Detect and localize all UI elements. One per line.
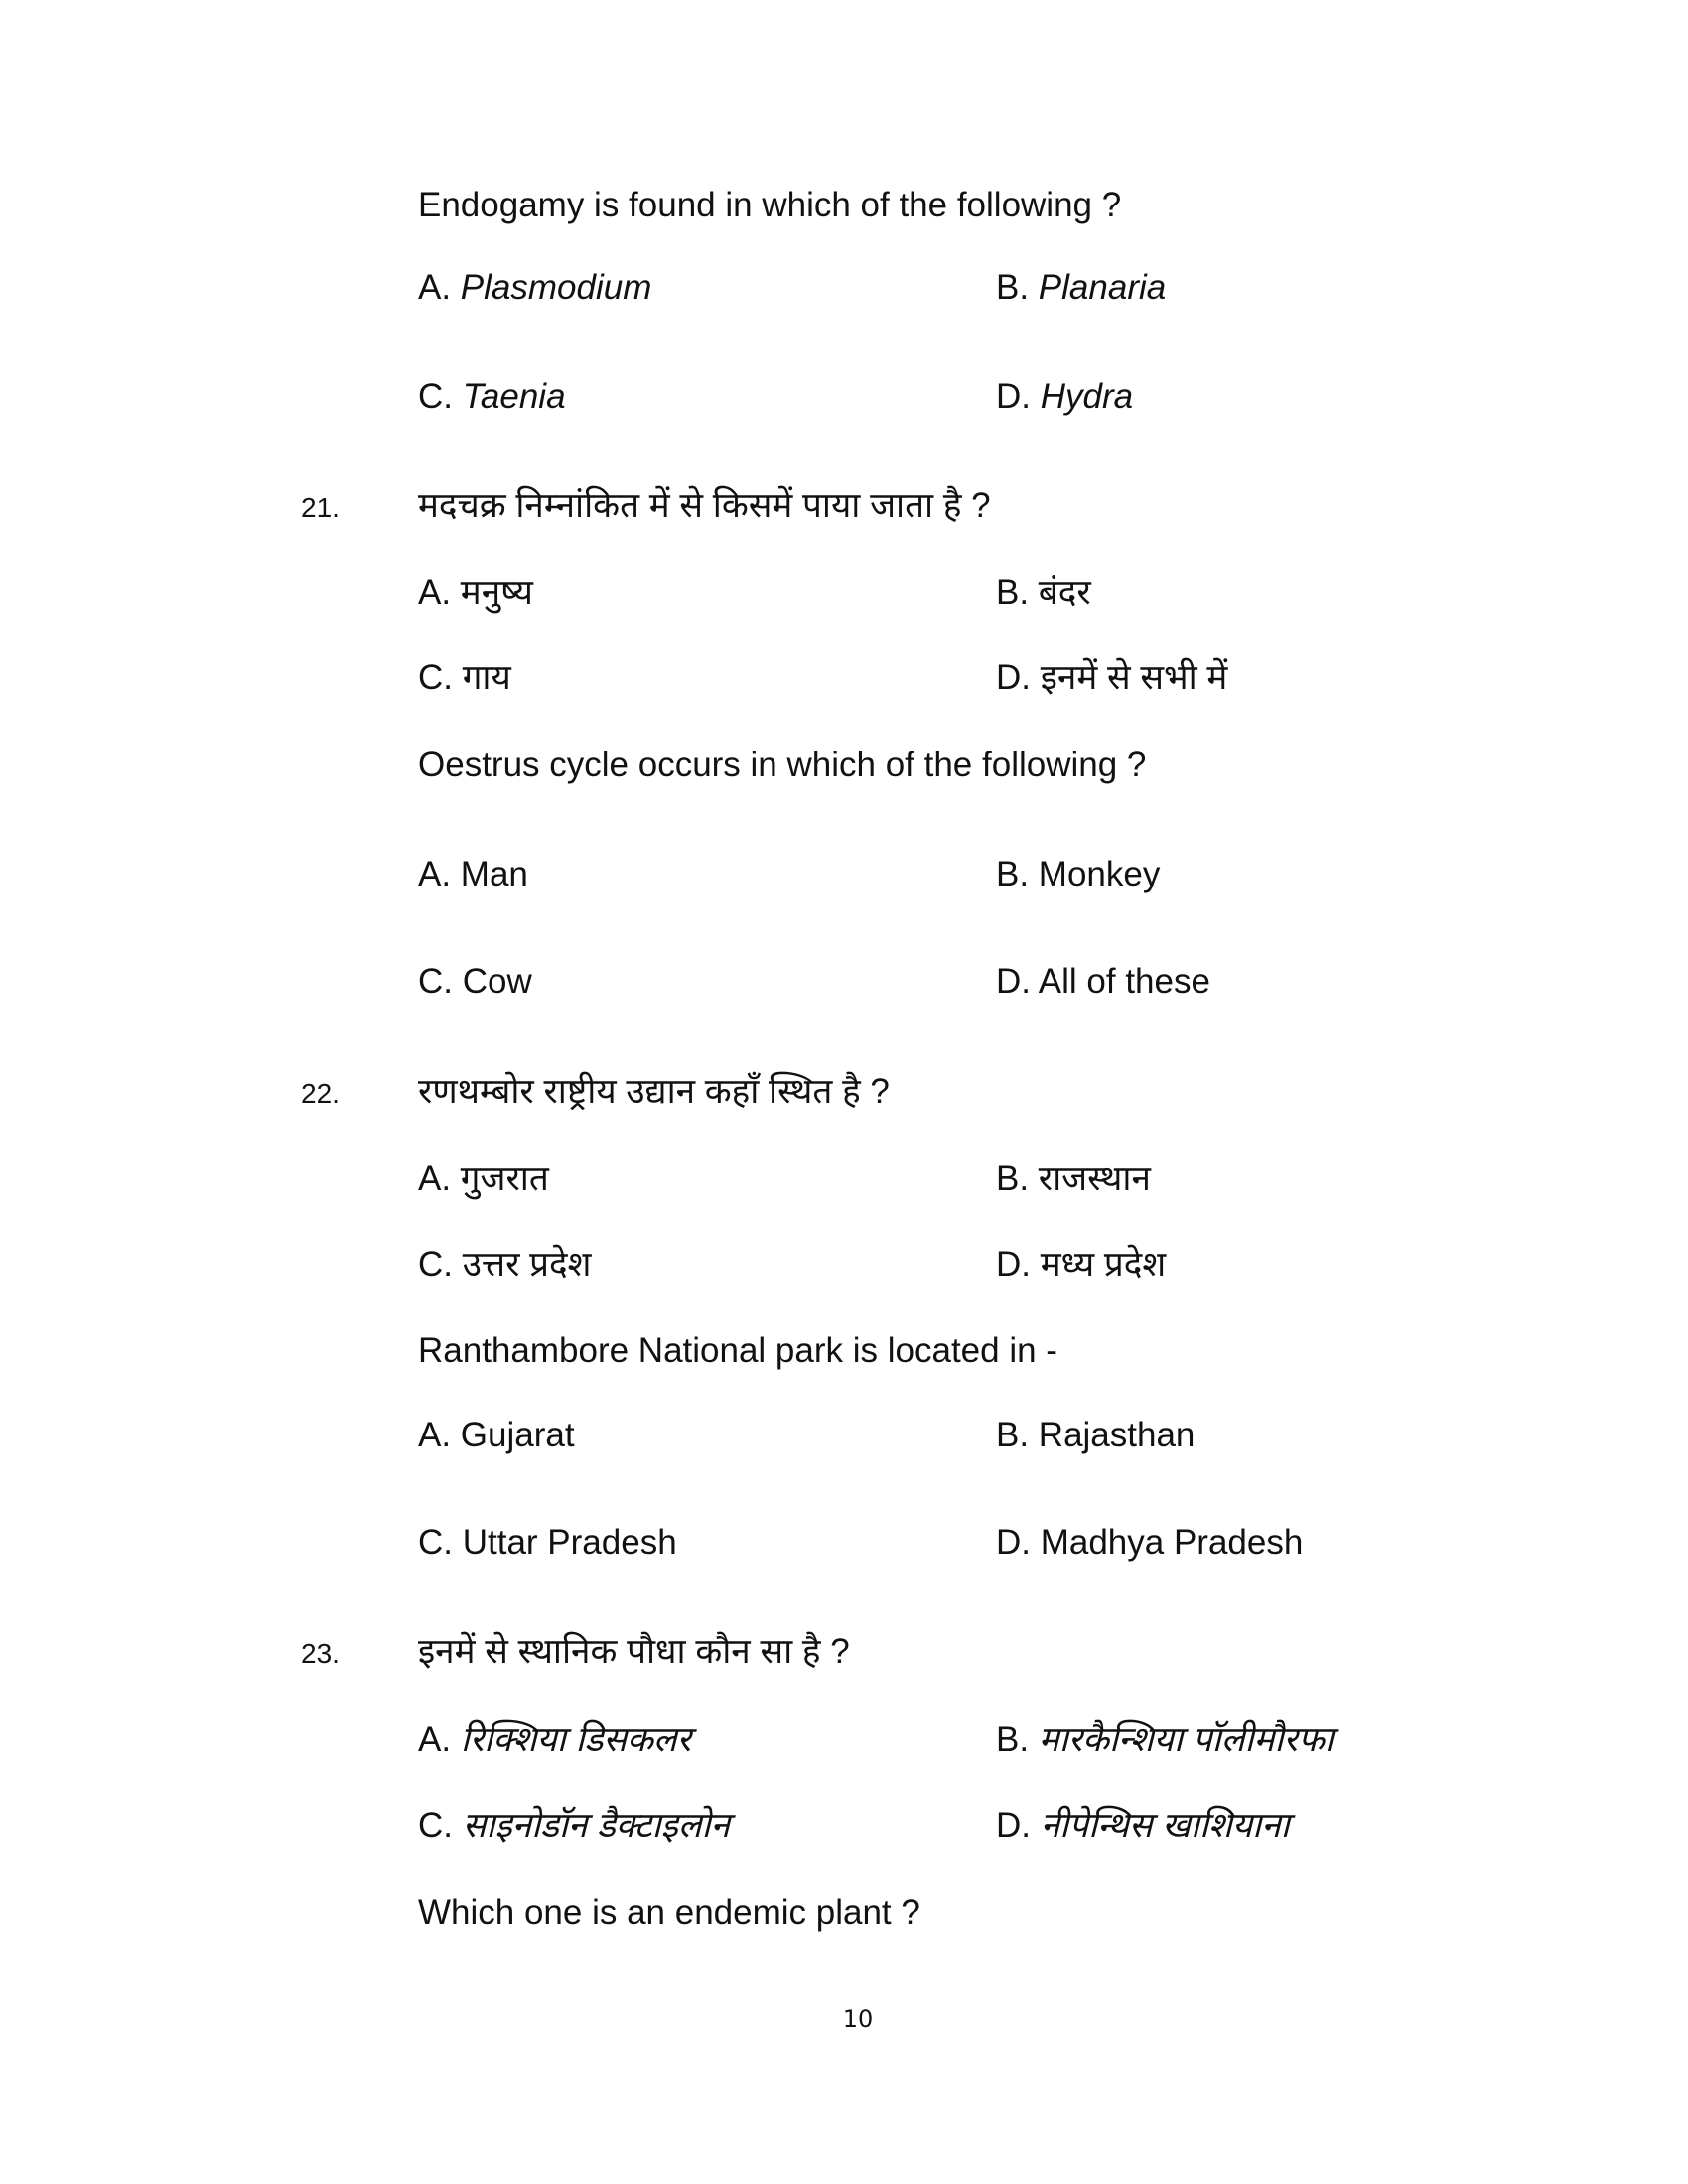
option-text: Plasmodium [460,268,652,307]
option-c-hi [418,1804,730,1847]
option-b [996,266,1166,310]
option-letter: A. [418,268,461,307]
option-text: Planaria [1038,268,1167,307]
option-c [418,375,566,419]
option-a-hi: A. गुजरात [418,1160,549,1198]
option-c-hi: C. गाय [418,658,511,697]
option-a-hi [418,1718,691,1762]
option-a [418,266,651,310]
question-20-text-en: Endogamy is found in which of the following ? [418,186,1122,224]
option-text: नीपेन्थिस खाशियाना [1040,1806,1290,1844]
option-d-en: D. All of these [996,962,1210,1001]
question-23-text-en: Which one is an endemic plant ? [418,1893,920,1932]
question-number: 22. [301,1078,340,1109]
option-d-hi: D. इनमें से सभी में [996,658,1228,697]
option-b-hi: B. बंदर [996,573,1091,612]
option-letter: D. [996,1806,1041,1844]
option-letter: C. [418,377,463,416]
question-21-text-hi: मदचक्र निम्नांकित में से किसमें पाया जाता है ? [418,486,991,525]
option-c-en: C. Cow [418,962,532,1001]
question-22-text-en: Ranthambore National park is located in - [418,1331,1057,1370]
option-b-hi: B. राजस्थान [996,1160,1151,1198]
option-letter: B. [996,268,1039,307]
option-b-hi [996,1718,1334,1762]
option-text: रिक्शिया डिसकलर [460,1720,691,1759]
question-22-text-hi: रणथम्बोर राष्ट्रीय उद्यान कहाँ स्थित है ? [418,1072,890,1111]
option-text: Hydra [1040,377,1134,416]
option-a-en: A. Gujarat [418,1416,575,1454]
question-21-text-en: Oestrus cycle occurs in which of the following ? [418,746,1147,784]
option-d [996,375,1133,419]
option-letter: D. [996,377,1041,416]
question-23-text-hi: इनमें से स्थानिक पौधा कौन सा है ? [418,1632,850,1671]
option-d-en: D. Madhya Pradesh [996,1523,1304,1562]
option-letter: C. [418,1806,463,1844]
option-text: मारकैन्शिया पॉलीमौरफा [1038,1720,1334,1759]
page-number: 10 [842,2005,874,2033]
option-letter: A. [418,1720,461,1759]
option-text: Taenia [462,377,566,416]
option-letter: B. [996,1720,1039,1759]
option-b-en: B. Monkey [996,855,1161,893]
option-d-hi [996,1804,1290,1847]
question-number: 21. [301,492,340,523]
option-d-hi: D. मध्य प्रदेश [996,1245,1167,1284]
option-c-hi: C. उत्तर प्रदेश [418,1245,592,1284]
option-b-en: B. Rajasthan [996,1416,1196,1454]
option-a-en: A. Man [418,855,528,893]
question-number: 23. [301,1638,340,1669]
option-a-hi: A. मनुष्य [418,573,533,612]
option-text: साइनोडॉन डैक्टाइलोन [462,1806,730,1844]
option-c-en: C. Uttar Pradesh [418,1523,677,1562]
